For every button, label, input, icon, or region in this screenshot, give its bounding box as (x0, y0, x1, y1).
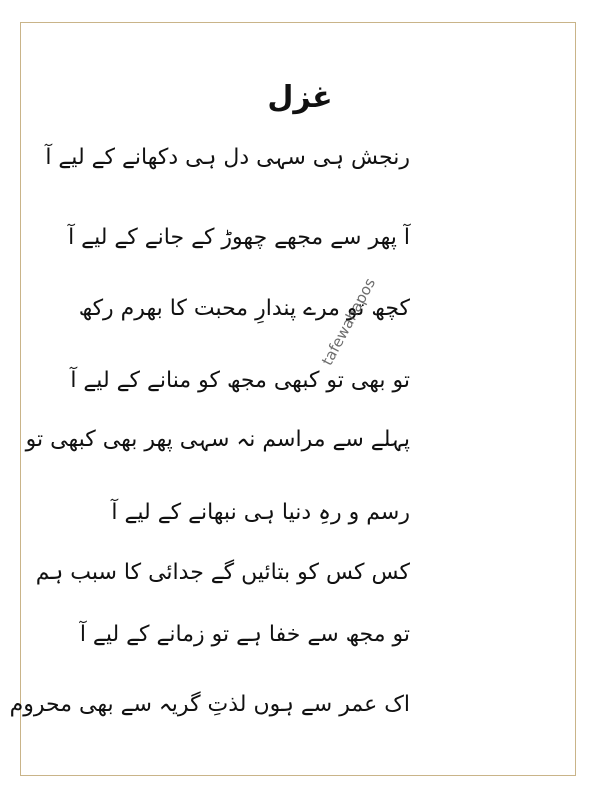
poem-line-2: آ پھر سے مجھے چھوڑ کے جانے کے لیے آ (68, 225, 410, 250)
poem-line-6: رسم و رہِ دنیا ہی نبھانے کے لیے آ (111, 500, 410, 525)
poem-line-9: اک عمر سے ہوں لذتِ گریہ سے بھی محروم (9, 692, 410, 717)
poem-line-8: تو مجھ سے خفا ہے تو زمانے کے لیے آ (79, 622, 410, 647)
poem-line-5: پہلے سے مراسم نہ سہی پھر بھی کبھی تو (25, 427, 410, 452)
poem-line-7: کس کس کو بتائیں گے جدائی کا سبب ہم (35, 560, 410, 585)
watermark-text: tafewahapos (318, 275, 380, 369)
poem-line-3: کچھ تو مرے پندارِ محبت کا بھرم رکھ (78, 296, 410, 321)
page-border (9, 22, 576, 776)
poem-line-1: رنجش ہی سہی دل ہی دکھانے کے لیے آ (45, 145, 410, 170)
poem-line-4: تو بھی تو کبھی مجھ کو منانے کے لیے آ (70, 368, 410, 393)
poem-title: غزل (267, 80, 333, 115)
